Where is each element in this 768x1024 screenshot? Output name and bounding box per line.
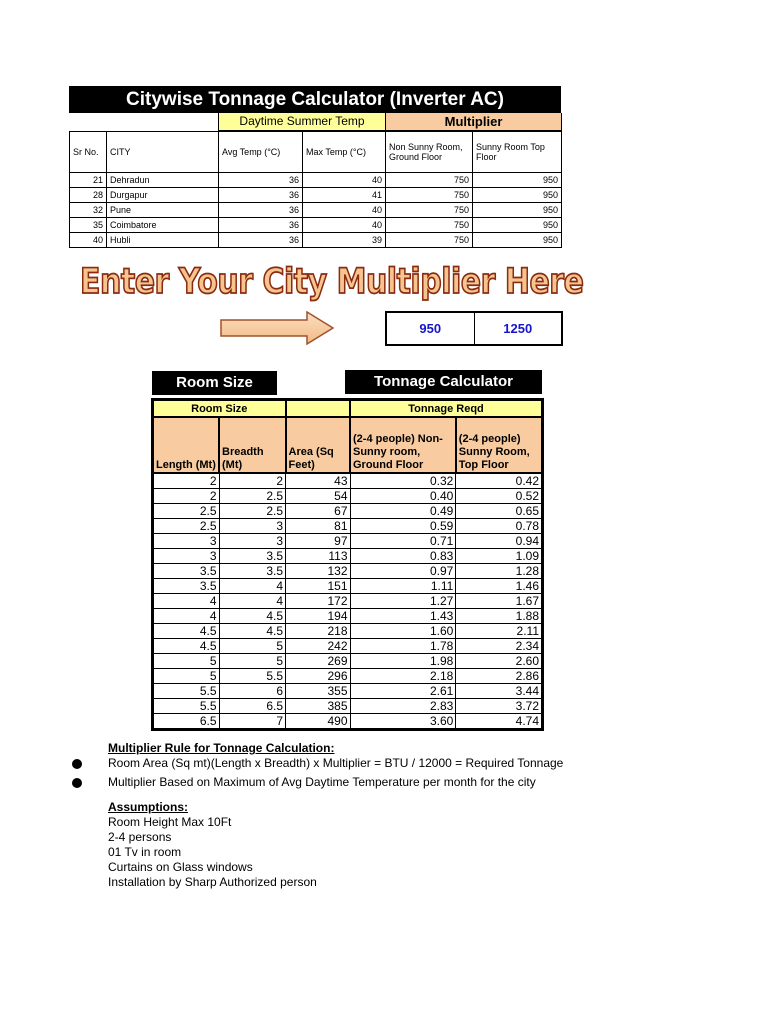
header-non-sunny: Non Sunny Room, Ground Floor (386, 132, 473, 173)
cell-area: 242 (286, 639, 350, 654)
col-sunny: (2-4 people) Sunny Room, Top Floor (456, 417, 543, 473)
cell-tonnage-sunny: 2.60 (456, 654, 543, 669)
cell-avg-temp: 36 (219, 218, 303, 233)
cell-area: 490 (286, 714, 350, 730)
cell-area: 151 (286, 579, 350, 594)
cell-avg-temp: 36 (219, 173, 303, 188)
cell-tonnage-sunny: 0.42 (456, 473, 543, 489)
cell-breadth: 5.5 (219, 669, 286, 684)
cell-length: 4.5 (153, 639, 220, 654)
cell-area: 194 (286, 609, 350, 624)
cell-tonnage-sunny: 0.78 (456, 519, 543, 534)
tonnage-calculator-label: Tonnage Calculator (345, 370, 542, 394)
cell-area: 218 (286, 624, 350, 639)
room-row (153, 699, 543, 714)
room-row (153, 473, 543, 489)
cell-sr-no: 32 (70, 203, 107, 218)
cell-breadth: 6 (219, 684, 286, 699)
cell-area: 67 (286, 504, 350, 519)
cell-length: 5.5 (153, 684, 220, 699)
cell-tonnage-non-sunny: 1.11 (350, 579, 456, 594)
cell-tonnage-non-sunny: 1.27 (350, 594, 456, 609)
cell-max-temp: 40 (303, 203, 386, 218)
bullet-text: Room Area (Sq mt)(Length x Breadth) x Multiplier = BTU / 12000 = Required Tonnage (108, 756, 564, 770)
cell-breadth: 2 (219, 473, 286, 489)
cell-non-sunny: 750 (386, 173, 473, 188)
multiplier-label: Multiplier (385, 113, 562, 131)
cell-tonnage-non-sunny: 2.61 (350, 684, 456, 699)
room-row (153, 504, 543, 519)
assumption-item: Room Height Max 10Ft (108, 815, 232, 829)
cell-sunny: 950 (473, 203, 562, 218)
group-room-size: Room Size (153, 400, 286, 418)
cell-breadth: 4.5 (219, 624, 286, 639)
cell-city: Coimbatore (107, 218, 219, 233)
cell-sunny: 950 (473, 188, 562, 203)
cell-area: 269 (286, 654, 350, 669)
cell-length: 6.5 (153, 714, 220, 730)
city-row (70, 203, 562, 218)
bullet-item (108, 756, 563, 771)
col-breadth: Breadth (Mt) (219, 417, 286, 473)
notes-section (108, 741, 563, 890)
cell-tonnage-non-sunny: 1.60 (350, 624, 456, 639)
cell-length: 3.5 (153, 564, 220, 579)
room-row (153, 564, 543, 579)
cell-sr-no: 21 (70, 173, 107, 188)
cell-tonnage-sunny: 0.52 (456, 489, 543, 504)
room-row (153, 579, 543, 594)
cell-area: 54 (286, 489, 350, 504)
cell-max-temp: 40 (303, 173, 386, 188)
assumption-item: 2-4 persons (108, 830, 172, 844)
cell-length: 2 (153, 473, 220, 489)
cell-length: 3.5 (153, 579, 220, 594)
room-row (153, 489, 543, 504)
cell-tonnage-sunny: 0.94 (456, 534, 543, 549)
cell-city: Hubli (107, 233, 219, 248)
cell-length: 2.5 (153, 504, 220, 519)
cell-tonnage-non-sunny: 0.40 (350, 489, 456, 504)
cell-length: 2 (153, 489, 220, 504)
assumption-item: Installation by Sharp Authorized person (108, 875, 317, 889)
cell-breadth: 4 (219, 594, 286, 609)
multiplier-rule-title: Multiplier Rule for Tonnage Calculation: (108, 741, 335, 755)
cell-breadth: 5 (219, 654, 286, 669)
city-row (70, 233, 562, 248)
daytime-summer-temp-label: Daytime Summer Temp (218, 113, 386, 131)
room-table-group-header (153, 400, 543, 418)
cell-length: 4.5 (153, 624, 220, 639)
cell-length: 5 (153, 669, 220, 684)
cell-sunny: 950 (473, 218, 562, 233)
cell-breadth: 3.5 (219, 549, 286, 564)
multiplier-non-sunny-input[interactable]: 950 (387, 313, 475, 344)
col-length: Length (Mt) (153, 417, 220, 473)
cell-length: 4 (153, 594, 220, 609)
cell-length: 4 (153, 609, 220, 624)
cell-tonnage-sunny: 1.46 (456, 579, 543, 594)
cell-tonnage-non-sunny: 0.32 (350, 473, 456, 489)
cell-sr-no: 28 (70, 188, 107, 203)
city-table-header-row (70, 132, 562, 173)
cell-area: 172 (286, 594, 350, 609)
cell-area: 97 (286, 534, 350, 549)
room-row (153, 534, 543, 549)
bullet-icon (72, 778, 82, 788)
multiplier-sunny-input[interactable]: 1250 (503, 321, 533, 336)
city-table-block (69, 86, 561, 248)
cell-tonnage-sunny: 1.67 (456, 594, 543, 609)
cell-sunny: 950 (473, 173, 562, 188)
cell-tonnage-sunny: 1.28 (456, 564, 543, 579)
cell-sunny: 950 (473, 233, 562, 248)
cell-tonnage-non-sunny: 0.83 (350, 549, 456, 564)
cell-breadth: 2.5 (219, 504, 286, 519)
cell-length: 2.5 (153, 519, 220, 534)
cell-tonnage-sunny: 1.88 (456, 609, 543, 624)
bullet-text: Multiplier Based on Maximum of Avg Daytime Temperature per month for the city (108, 775, 536, 789)
cell-area: 132 (286, 564, 350, 579)
cell-non-sunny: 750 (386, 218, 473, 233)
city-row (70, 188, 562, 203)
assumption-item: 01 Tv in room (108, 845, 182, 859)
cell-breadth: 5 (219, 639, 286, 654)
header-sr-no: Sr No. (70, 132, 107, 173)
cell-area: 81 (286, 519, 350, 534)
cell-length: 3 (153, 549, 220, 564)
cell-area: 296 (286, 669, 350, 684)
room-row (153, 609, 543, 624)
cell-tonnage-non-sunny: 0.49 (350, 504, 456, 519)
cell-tonnage-non-sunny: 0.59 (350, 519, 456, 534)
bullet-item (108, 775, 563, 790)
group-tonnage-reqd: Tonnage Reqd (350, 400, 543, 418)
cell-breadth: 4 (219, 579, 286, 594)
cell-avg-temp: 36 (219, 233, 303, 248)
assumptions-block (108, 800, 563, 890)
cell-tonnage-sunny: 3.44 (456, 684, 543, 699)
city-table-title: Citywise Tonnage Calculator (Inverter AC) (69, 86, 561, 113)
cell-non-sunny: 750 (386, 188, 473, 203)
cell-city: Dehradun (107, 173, 219, 188)
cell-breadth: 7 (219, 714, 286, 730)
cell-area: 355 (286, 684, 350, 699)
cell-tonnage-sunny: 1.09 (456, 549, 543, 564)
assumption-item: Curtains on Glass windows (108, 860, 253, 874)
header-sunny: Sunny Room Top Floor (473, 132, 562, 173)
cell-tonnage-non-sunny: 2.83 (350, 699, 456, 714)
bullet-icon (72, 759, 82, 769)
city-row (70, 218, 562, 233)
col-area: Area (Sq Feet) (286, 417, 350, 473)
room-row (153, 669, 543, 684)
cell-tonnage-sunny: 2.34 (456, 639, 543, 654)
header-max-temp: Max Temp (°C) (303, 132, 386, 173)
cell-tonnage-sunny: 0.65 (456, 504, 543, 519)
room-row (153, 519, 543, 534)
cell-tonnage-non-sunny: 1.98 (350, 654, 456, 669)
room-row (153, 684, 543, 699)
cell-breadth: 3.5 (219, 564, 286, 579)
room-row (153, 654, 543, 669)
cell-tonnage-non-sunny: 0.71 (350, 534, 456, 549)
cell-tonnage-non-sunny: 3.60 (350, 714, 456, 730)
cell-max-temp: 39 (303, 233, 386, 248)
cell-length: 5 (153, 654, 220, 669)
cell-non-sunny: 750 (386, 203, 473, 218)
header-avg-temp: Avg Temp (°C) (219, 132, 303, 173)
cell-breadth: 4.5 (219, 609, 286, 624)
city-subheader (69, 113, 561, 131)
room-row (153, 594, 543, 609)
cell-non-sunny: 750 (386, 233, 473, 248)
assumptions-title: Assumptions: (108, 800, 189, 814)
cell-area: 385 (286, 699, 350, 714)
cell-area: 113 (286, 549, 350, 564)
room-tonnage-table-block (151, 398, 544, 731)
room-tonnage-table (151, 398, 544, 731)
cell-tonnage-sunny: 2.11 (456, 624, 543, 639)
cell-tonnage-sunny: 2.86 (456, 669, 543, 684)
cell-tonnage-non-sunny: 2.18 (350, 669, 456, 684)
room-table-column-header (153, 417, 543, 473)
header-city: CITY (107, 132, 219, 173)
enter-multiplier-banner: Enter Your City Multiplier Here (80, 262, 584, 303)
cell-area: 43 (286, 473, 350, 489)
room-row (153, 714, 543, 730)
cell-length: 5.5 (153, 699, 220, 714)
cell-max-temp: 40 (303, 218, 386, 233)
cell-avg-temp: 36 (219, 188, 303, 203)
multiplier-input-box[interactable] (385, 311, 563, 346)
cell-tonnage-non-sunny: 1.78 (350, 639, 456, 654)
cell-city: Durgapur (107, 188, 219, 203)
room-row (153, 549, 543, 564)
room-row (153, 624, 543, 639)
cell-city: Pune (107, 203, 219, 218)
room-row (153, 639, 543, 654)
city-row (70, 173, 562, 188)
cell-tonnage-non-sunny: 1.43 (350, 609, 456, 624)
cell-sr-no: 40 (70, 233, 107, 248)
room-size-label: Room Size (152, 371, 277, 395)
group-empty (286, 400, 350, 418)
cell-breadth: 3 (219, 519, 286, 534)
cell-breadth: 2.5 (219, 489, 286, 504)
cell-tonnage-sunny: 3.72 (456, 699, 543, 714)
cell-tonnage-sunny: 4.74 (456, 714, 543, 730)
cell-breadth: 6.5 (219, 699, 286, 714)
cell-max-temp: 41 (303, 188, 386, 203)
cell-breadth: 3 (219, 534, 286, 549)
col-non-sunny: (2-4 people) Non-Sunny room, Ground Floor (350, 417, 456, 473)
cell-avg-temp: 36 (219, 203, 303, 218)
cell-length: 3 (153, 534, 220, 549)
city-table (69, 131, 562, 248)
cell-sr-no: 35 (70, 218, 107, 233)
right-arrow-icon (219, 311, 335, 345)
cell-tonnage-non-sunny: 0.97 (350, 564, 456, 579)
